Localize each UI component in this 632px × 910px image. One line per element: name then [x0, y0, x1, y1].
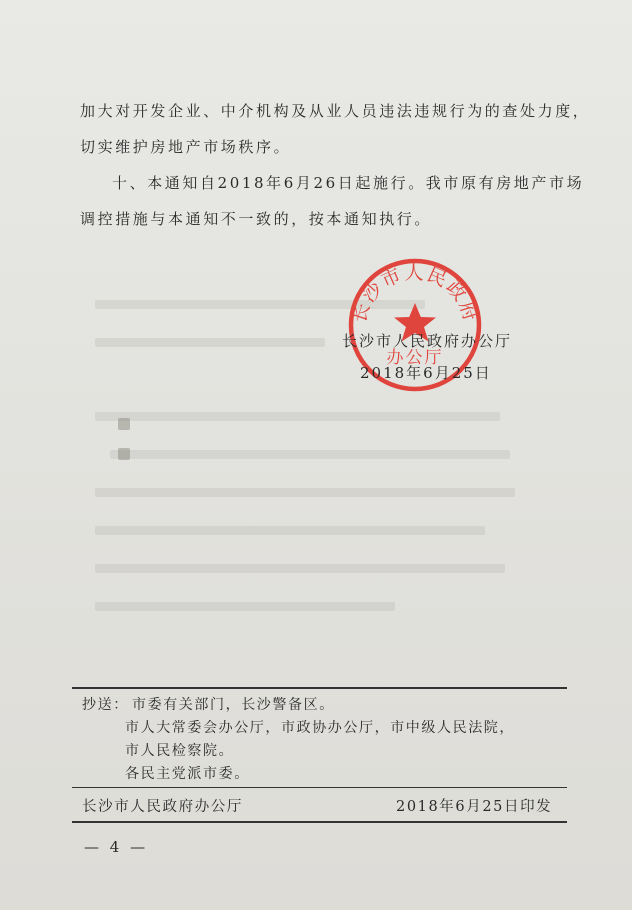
smudge-mark	[118, 418, 130, 430]
cc-line-3: 市人民检察院。	[125, 743, 235, 759]
bleed-through-line	[110, 450, 510, 459]
smudge-mark	[118, 448, 130, 460]
seal-arc-textpath: 长沙市人民政府	[347, 261, 483, 326]
body-line-2: 切实维护房地产市场秩序。	[80, 138, 292, 156]
page-number: — 4 —	[84, 838, 149, 856]
body-line-3: 十、本通知自2018年6月26日起施行。我市原有房地产市场	[112, 174, 585, 192]
bleed-through-line	[95, 412, 500, 421]
divider-bottom	[72, 821, 567, 823]
bleed-through-line	[95, 488, 515, 497]
cc-line-1: 市委有关部门，长沙警备区。	[132, 697, 335, 713]
cc-line-2: 市人大常委会办公厅，市政协办公厅，市中级人民法院，	[125, 720, 515, 736]
body-line-1: 加大对开发企业、中介机构及从业人员违法违规行为的查处力度，	[80, 102, 591, 120]
signature-date: 2018年6月25日	[360, 364, 492, 382]
signature-issuer: 长沙市人民政府办公厅	[342, 332, 513, 350]
bleed-through-line	[95, 526, 485, 535]
footer-print-date: 2018年6月25日印发	[396, 799, 553, 815]
footer-issuer: 长沙市人民政府办公厅	[82, 799, 243, 815]
cc-line-4: 各民主党派市委。	[125, 766, 250, 782]
divider-top	[72, 687, 567, 689]
bleed-through-line	[95, 564, 505, 573]
cc-label: 抄送：	[82, 697, 129, 713]
seal-inner-text: 办公厅	[386, 348, 444, 368]
bleed-through-line	[95, 338, 325, 347]
divider-middle	[72, 787, 567, 788]
body-line-4: 调控措施与本通知不一致的，按本通知执行。	[80, 210, 433, 228]
bleed-through-line	[95, 602, 395, 611]
